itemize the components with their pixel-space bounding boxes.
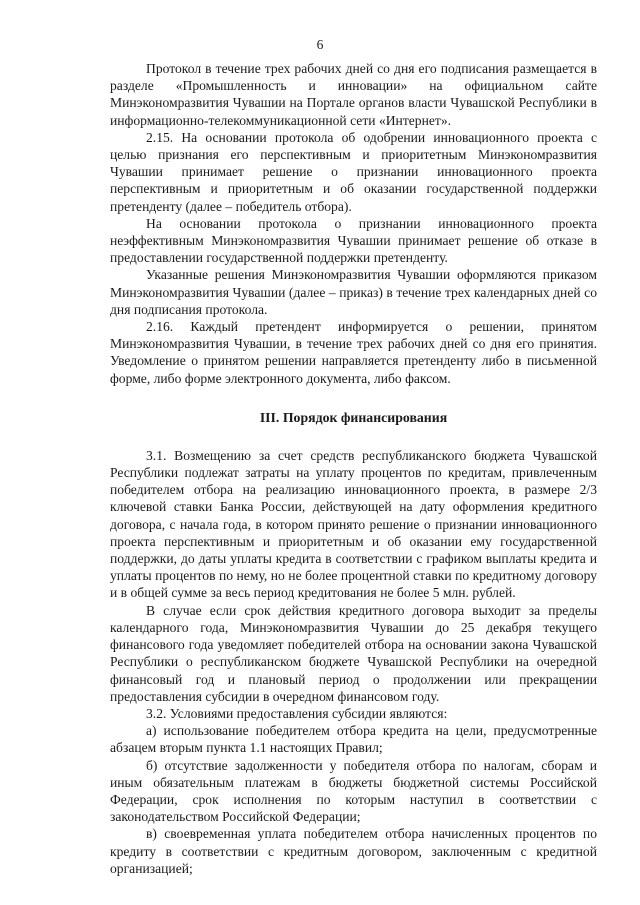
paragraph-refusal-decision: На основании протокола о признании инновационного проекта неэффективным Минэкономразвития Чувашии принимает решение об отказе в предоставлении государственной поддержки претенденту. [110,215,597,266]
section-title: III. Порядок финансирования [259,409,448,425]
paragraph-condition-c: в) своевременная уплата победителем отбора начисленных процентов по кредиту в соответствии с кредитным договором, заключенным с кредитной организацией; [110,826,597,876]
paragraph-condition-a: а) использование победителем отбора кредита на цели, предусмотренные абзацем вторым пункта 1.1 настоящих Правил; [110,723,597,756]
paragraph-protocol-publication: Протокол в течение трех рабочих дней со дня его подписания размещается в разделе «Промышленность и инновации» на официальном сайте Минэкономразвития Чувашии на Портале органов власти Чувашской Республики в информационно-телекоммуникационной сети «Интернет». [110,61,597,128]
paragraph-3-2: 3.2. Условиями предоставления субсидии являются: [146,705,448,721]
document-body [110,60,597,877]
paragraph-3-1: 3.1. Возмещению за счет средств республиканского бюджета Чувашской Республики подлежат затраты на уплату процентов по кредитам, привлеченным победителем отбора на реализацию инновационного проекта, в размере 2/3 ключевой ставки Банка России, действующей на дату оформления кредитного договора, с начала года, в котором принято решение о признании инновационного проекта перспективным и приоритетным и об оказании ему государственной поддержки, до даты уплаты кредита в соответствии с графиком выплаты кредита и уплаты процентов по нему, но не более процентной ставки по кредитному договору и в общей сумме за весь период кредитования не более 5 млн. рублей. [110,447,597,601]
paragraph-order-formalization: Указанные решения Минэкономразвития Чувашии оформляются приказом Минэкономразвития Чувашии (далее – приказ) в течение трех календарных дней со дня подписания протокола. [110,267,597,317]
paragraph-contract-term: В случае если срок действия кредитного договора выходит за пределы календарного года, Минэкономразвития Чувашии до 25 декабря текущего финансового года уведомляет победителей отбора на основании закона Чувашской Республики о республиканском бюджете Чувашской Республики на очередной финансовый год и плановый период о продолжении или прекращении предоставления субсидии в очередном финансовом году. [110,602,597,704]
paragraph-2-16: 2.16. Каждый претендент информируется о решении, принятом Минэкономразвития Чувашии, в течение трех рабочих дней со дня его принятия. Уведомление о принятом решении направляется претенденту либо в письменной форме, либо форме электронного документа, либо факсом. [110,319,597,386]
paragraph-condition-b: б) отсутствие задолженности у победителя отбора по налогам, сборам и иным обязательным платежам в бюджеты бюджетной системы Российской Федерации, срок исполнения по которым наступил в соответствии с законодательством Российской Федерации; [110,757,597,825]
page-number: 6 [316,37,324,52]
paragraph-2-15: 2.15. На основании протокола об одобрении инновационного проекта с целью признания его перспективным и приоритетным Минэкономразвития Чувашии принимает решение о признании инновационного проекта перспективным и приоритетным и об оказании государственной поддержки претенденту (далее – победитель отбора). [110,129,597,214]
